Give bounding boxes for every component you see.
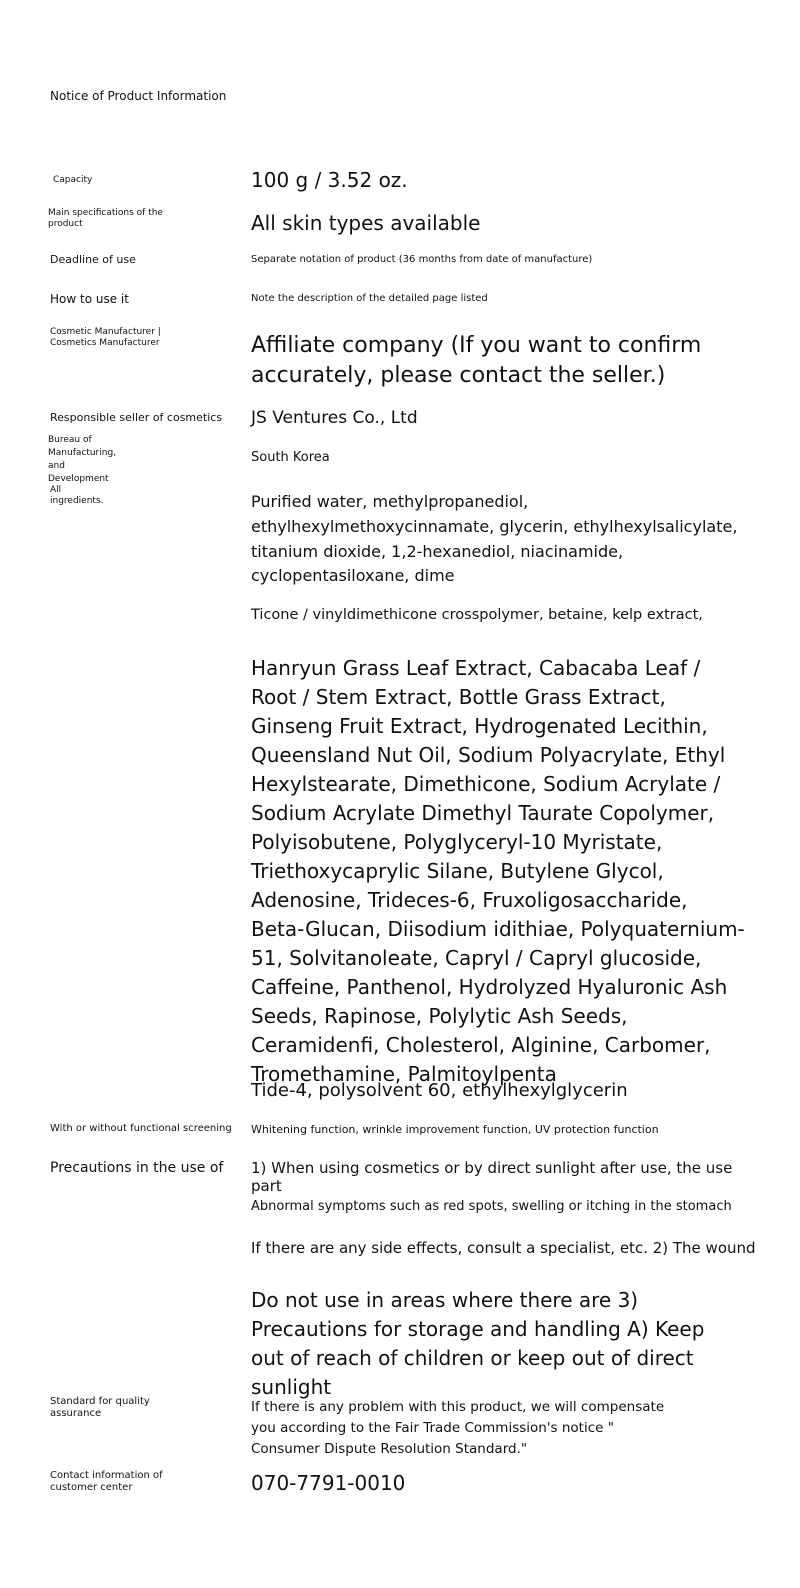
precautions-part-2: Abnormal symptoms such as red spots, swelling or itching in the stomach [251,1199,732,1214]
quality-label: Standard for quality assurance [50,1396,150,1419]
precautions-part-4: Do not use in areas where there are 3) Precautions for storage and handling A) Keep out of reach of children or keep out of direct sunlight [251,1288,705,1399]
deadline-value: Separate notation of product (36 months from date of manufacture) [251,254,593,265]
bureau-label: Bureau of Manufacturing, and Development [48,435,117,485]
how-to-use-value: Note the description of the detailed page listed [251,293,488,304]
contact-value: 070-7791-0010 [251,1471,406,1495]
ingredients-label: All ingredients. [50,485,104,507]
capacity-label: Capacity [53,175,93,185]
how-to-use-label: How to use it [50,292,129,306]
main-spec-value: All skin types available [251,211,481,235]
functional-value: Whitening function, wrinkle improvement function, UV protection function [251,1123,659,1136]
precautions-label: Precautions in the use of [50,1160,224,1176]
seller-label: Responsible seller of cosmetics [50,411,223,424]
seller-value: JS Ventures Co., Ltd [251,408,418,428]
ingredients-part-3: Hanryun Grass Leaf Extract, Cabacaba Leaf / Root / Stem Extract, Bottle Grass Extract, Ginseng Fruit Extract, Hydrogenated Lecithin, Queensland Nut Oil, Sodium Polyacrylate, Ethyl Hexylstearate, Dimethicone, Sodium Acrylate / Sodium Acrylate Dimethyl Taurate Copolymer, Polyisobutene, Polyglyceryl-10 Myristate, Triethoxycaprylic Silane, Butylene Glycol, Adenosine, Trideces-6, Fruxoligosaccharide, Beta-Glucan, Diisodium idithiae, Polyquaternium-51, Solvitanoleate, Capryl / Capryl glucoside, Caffeine, Panthenol, Hydrolyzed Hyaluronic Ash Seeds, Rapinose, Polylytic Ash Seeds, Ceramidenfi, Cholesterol, Alginine, Carbomer, Tromethamine, Palmitoylpenta [251,656,745,1086]
precautions-part-1: 1) When using cosmetics or by direct sunlight after use, the use part [251,1159,733,1195]
deadline-label: Deadline of use [50,253,136,266]
precautions-part-3: If there are any side effects, consult a specialist, etc. 2) The wound [251,1239,756,1257]
ingredients-part-4: Tide-4, polysolvent 60, ethylhexylglycerin [251,1080,628,1101]
contact-label: Contact information of customer center [50,1470,163,1493]
ingredients-part-2: Ticone / vinyldimethicone crosspolymer, betaine, kelp extract, [251,607,703,623]
main-spec-label: Main specifications of the product [48,208,163,230]
functional-label: With or without functional screening [50,1123,232,1134]
ingredients-part-1: Purified water, methylpropanediol, ethylhexylmethoxycinnamate, glycerin, ethylhexylsalicylate, titanium dioxide, 1,2-hexanediol, niacinamide, cyclopentasiloxane, dime [251,492,738,586]
capacity-value: 100 g / 3.52 oz. [251,168,408,192]
quality-value: If there is any problem with this product, we will compensate you according to the Fair Trade Commission's notice " Consumer Dispute Resolution Standard." [251,1399,665,1457]
manufacturer-value: Affiliate company (If you want to confirm accurately, please contact the seller.) [251,333,702,388]
page-title: Notice of Product Information [50,89,227,103]
bureau-value: South Korea [251,450,330,465]
manufacturer-label: Cosmetic Manufacturer | Cosmetics Manufacturer [50,327,161,349]
